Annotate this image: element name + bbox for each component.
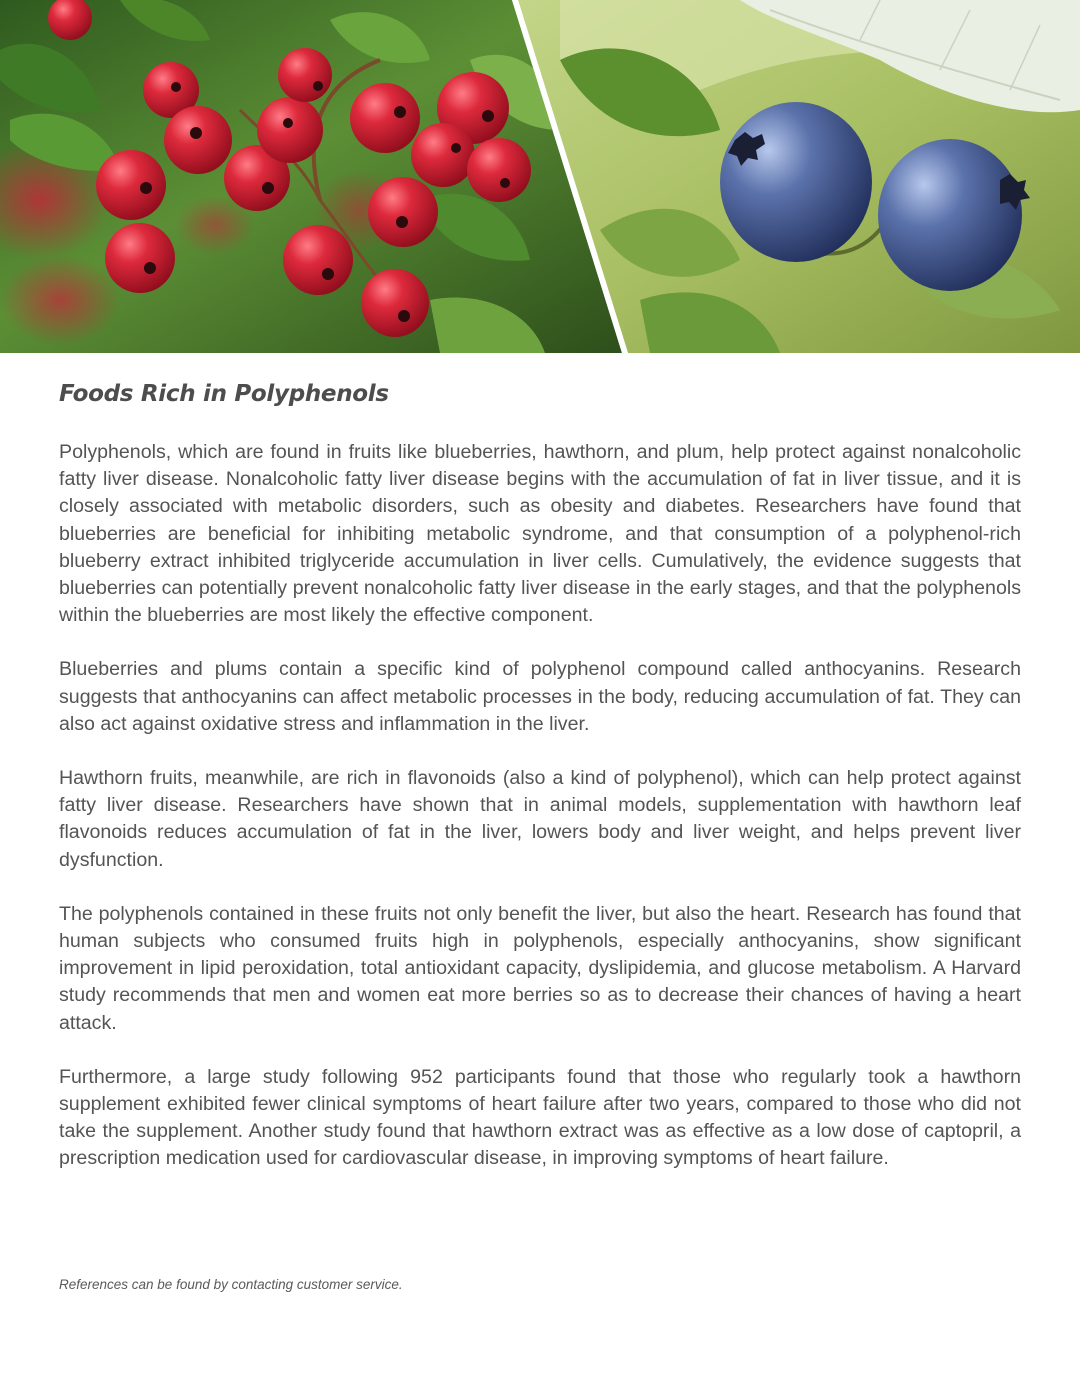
page-title: Foods Rich in Polyphenols bbox=[59, 381, 389, 407]
hero-image bbox=[0, 0, 1080, 353]
references-footnote: References can be found by contacting customer service. bbox=[59, 1277, 403, 1292]
paragraph: The polyphenols contained in these fruits not only benefit the liver, but also the heart. Research has found that human subjects who consumed fruits high in polyphenols, especially anthocyanins, show significant improvement in lipid peroxidation, total antioxidant capacity, dyslipidemia, and glucose metabolism. A Harvard study recommends that men and women eat more berries so as to decrease their chances of having a heart attack. bbox=[59, 902, 1021, 1034]
paragraph: Polyphenols, which are found in fruits like blueberries, hawthorn, and plum, help protect against nonalcoholic fatty liver disease. Nonalcoholic fatty liver disease begins with the accumulation of fat in liver tissue, and it is closely associated with metabolic disorders, such as obesity and diabetes. Researchers have found that blueberries are beneficial for inhibiting metabolic syndrome, and that consumption of a polyphenol-rich blueberry extract inhibited triglyceride accumulation in liver cells. Cumulatively, the evidence suggests that blueberries can potentially prevent nonalcoholic fatty liver disease in the early stages, and that the polyphenols within the blueberries are most likely the effective component. bbox=[59, 441, 1021, 627]
paragraph: Hawthorn fruits, meanwhile, are rich in flavonoids (also a kind of polyphenol), which can help protect against fatty liver disease. Researchers have shown that in animal models, supplementation with hawthorn leaf flavonoids reduces accumulation of fat in the liver, lowers body and liver weight, and helps prevent liver dysfunction. bbox=[59, 767, 1021, 871]
paragraph: Furthermore, a large study following 952 participants found that those who regularly took a hawthorn supplement exhibited fewer clinical symptoms of heart failure after two years, compared to those who did not take the supplement. Another study found that hawthorn extract was as effective as a low dose of captopril, a prescription medication used for cardiovascular disease, in improving symptoms of heart failure. bbox=[59, 1065, 1021, 1170]
article-body bbox=[59, 439, 1021, 1200]
paragraph: Blueberries and plums contain a specific kind of polyphenol compound called anthocyanins. Research suggests that anthocyanins can affect metabolic processes in the body, reducing accumulation of fat. They can also act against oxidative stress and inflammation in the liver. bbox=[59, 658, 1021, 735]
